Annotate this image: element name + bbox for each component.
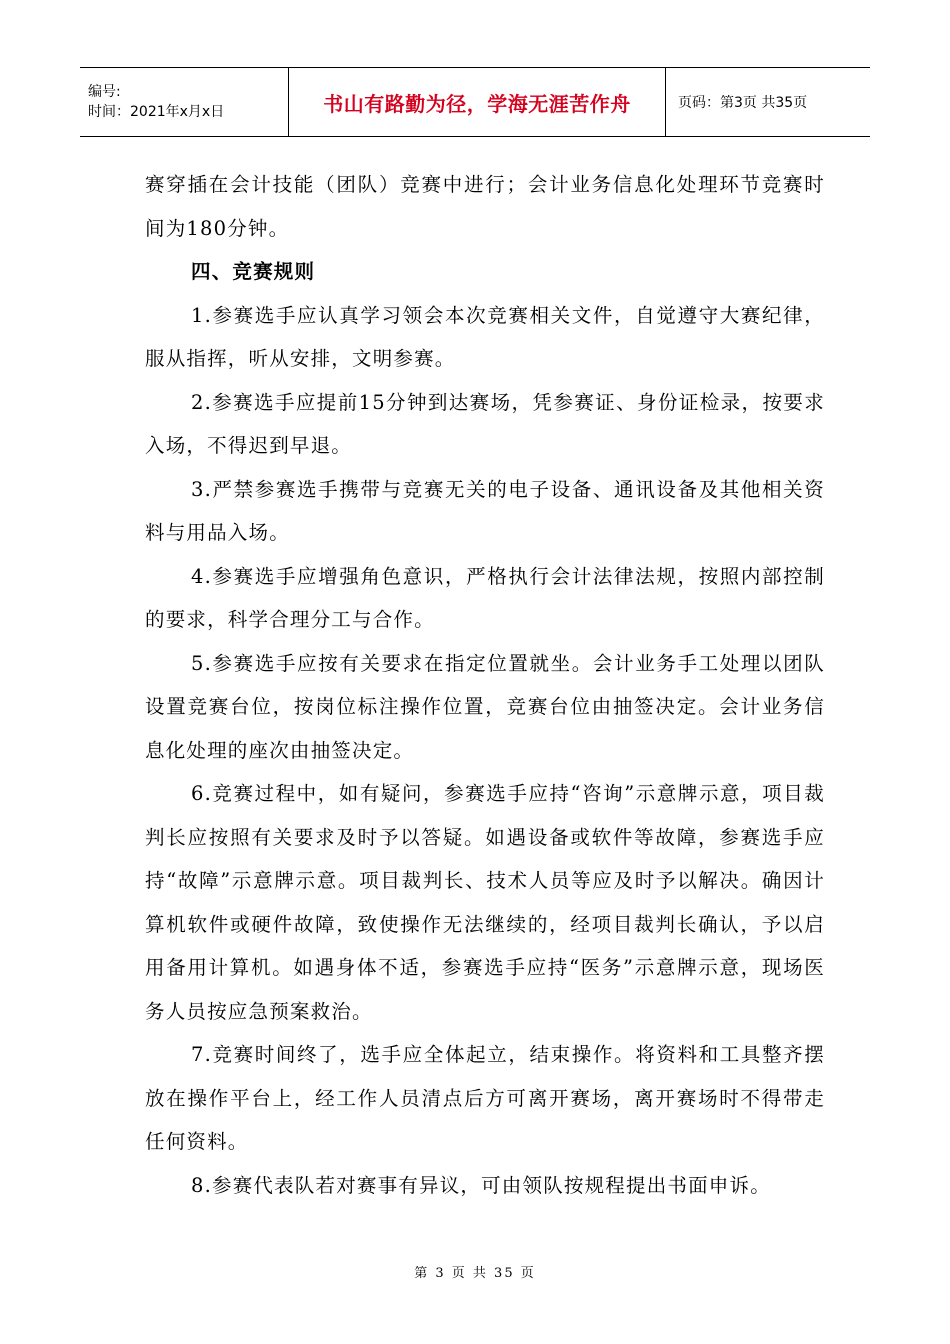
header-motto-cell <box>289 68 666 137</box>
document-body <box>145 163 825 1207</box>
section-heading: 四、竞赛规则 <box>191 260 316 283</box>
rule-paragraph-1: 1.参赛选手应认真学习领会本次竞赛相关文件，自觉遵守大赛纪律，服从指挥，听从安排，文明参赛。 <box>145 303 825 370</box>
rule-paragraph-7: 7.竞赛时间终了，选手应全体起立，结束操作。将资料和工具整齐摆放在操作平台上，经工作人员清点后方可离开赛场，离开赛场时不得带走任何资料。 <box>145 1043 825 1153</box>
rule-paragraph-4: 4.参赛选手应增强角色意识，严格执行会计法律法规，按照内部控制的要求，科学合理分工与合作。 <box>145 564 825 631</box>
rule-paragraph-2: 2.参赛选手应提前15分钟到达赛场，凭参赛证、身份证检录，按要求入场，不得迟到早退。 <box>145 390 825 457</box>
date-label: 时间：2021年x月x日 <box>88 104 225 120</box>
paragraph-continued: 赛穿插在会计技能（团队）竞赛中进行；会计业务信息化处理环节竞赛时间为180分钟。 <box>145 173 825 240</box>
rule-paragraph-6: 6.竞赛过程中，如有疑问，参赛选手应持“咨询”示意牌示意，项目裁判长应按照有关要求及时予以答疑。如遇设备或软件等故障，参赛选手应持“故障”示意牌示意。项目裁判长、技术人员等应及时予以解决。确因计算机软件或硬件故障，致使操作无法继续的，经项目裁判长确认，予以启用备用计算机。如遇身体不适，参赛选手应持“医务”示意牌示意，现场医务人员按应急预案救治。 <box>145 782 825 1023</box>
header-motto: 书山有路勤为径，学海无涯苦作舟 <box>323 91 631 116</box>
rule-paragraph-3: 3.严禁参赛选手携带与竞赛无关的电子设备、通讯设备及其他相关资料与用品入场。 <box>145 477 825 544</box>
rule-paragraph-5: 5.参赛选手应按有关要求在指定位置就坐。会计业务手工处理以团队设置竞赛台位，按岗位标注操作位置，竞赛台位由抽签决定。会计业务信息化处理的座次由抽签决定。 <box>145 651 825 762</box>
rule-paragraph-8: 8.参赛代表队若对赛事有异议，可由领队按规程提出书面申诉。 <box>191 1173 771 1197</box>
header-meta <box>80 68 289 137</box>
number-label: 编号: <box>88 84 121 100</box>
document-header <box>80 67 870 137</box>
page-footer: 第 3 页 共 35 页 <box>414 1266 536 1281</box>
header-page-info: 页码：第3页 共35页 <box>666 68 871 137</box>
